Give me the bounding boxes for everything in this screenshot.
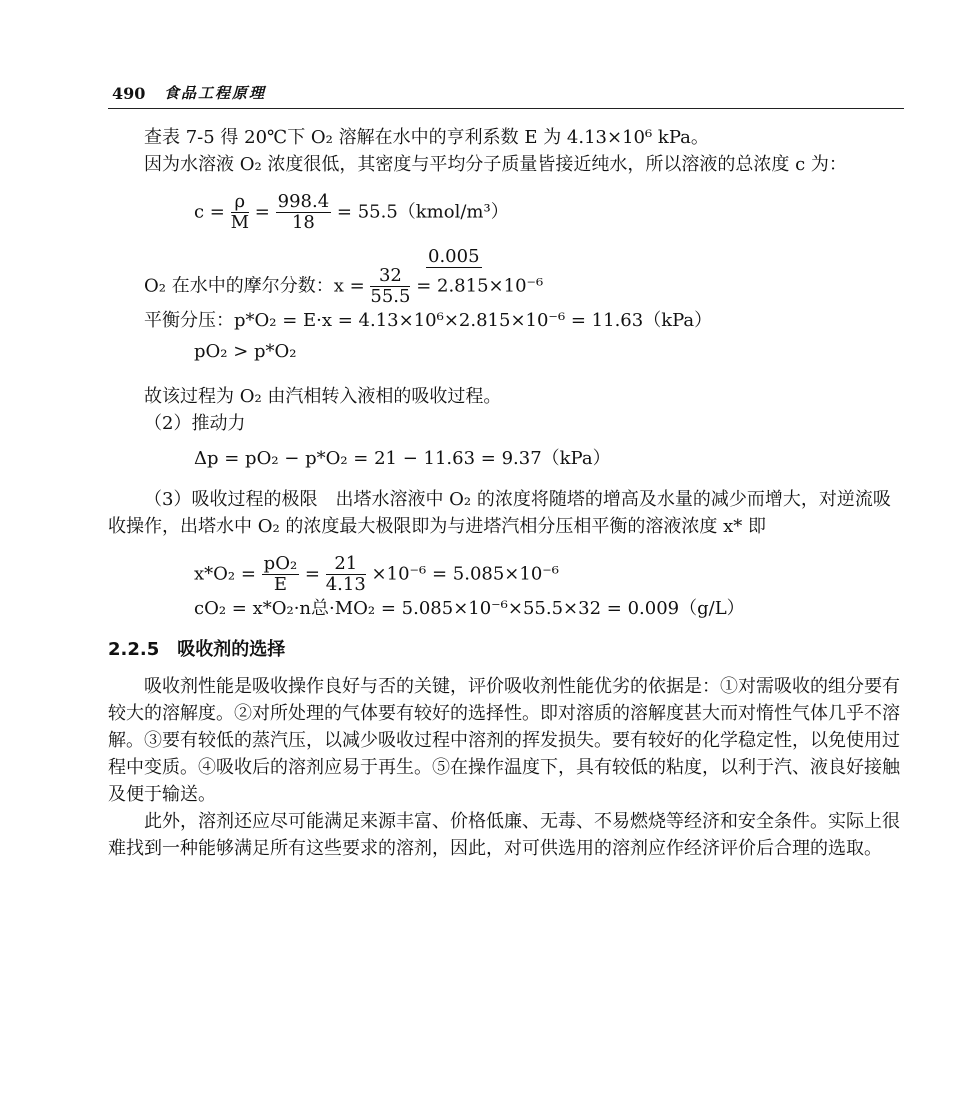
eq2-den: 55.5 <box>370 286 411 308</box>
text-economic-conditions: 此外，溶剂还应尽可能满足来源丰富、价格低廉、无毒、不易燃烧等经济和安全条件。实际上很难找到一种能够满足所有这些要求的溶剂，因此，对可供选用的溶剂应作经济评价后合理的选取。 <box>108 810 900 859</box>
eq6-f2-den: 4.13 <box>325 573 366 595</box>
eq1-f2-num: 998.4 <box>277 191 330 212</box>
page-number: 490 <box>112 84 146 103</box>
eq2-rhs: = 2.815×10⁻⁶ <box>416 275 544 297</box>
eq2-top: 0.005 <box>428 245 480 267</box>
eq1-rhs: = 55.5（kmol/m³） <box>336 201 509 223</box>
equation-mass-concentration: cO₂ = x*O₂·n总·MO₂ = 5.085×10⁻⁶×55.5×32 = 0.009（g/L） <box>194 597 745 619</box>
eq1-mid: = <box>254 201 270 223</box>
equation-driving-force: Δp = pO₂ − p*O₂ = 21 − 11.63 = 9.37（kPa） <box>194 447 611 469</box>
text-absorbent-criteria: 吸收剂性能是吸收操作良好与否的关键，评价吸收剂性能优劣的依据是：①对需吸收的组分要有较大的溶解度。②对所处理的气体要有较好的选择性。即对溶质的溶解度甚大而对惰性气体几乎不溶解。③要有较低的蒸汽压，以减少吸收过程中溶剂的挥发损失。要有较好的化学稳定性，以免使用过程中变质。④吸收后的溶剂应易于再生。⑤在操作温度下，具有较低的粘度，以利于汽、液良好接触及便于输送。 <box>108 675 900 805</box>
equation-equilibrium-pressure: 平衡分压：p*O₂ = E·x = 4.13×10⁶×2.815×10⁻⁶ = 11.63（kPa） <box>144 309 713 331</box>
page-body <box>108 124 904 862</box>
equation-pressure-comparison: pO₂ > p*O₂ <box>194 340 297 362</box>
eq1-fraction-values <box>276 192 332 233</box>
section-heading: 2.2.5 吸收剂的选择 <box>108 638 286 660</box>
equation-max-concentration <box>108 554 904 595</box>
eq6-lhs: x*O₂ = <box>194 563 256 585</box>
equation-mole-fraction <box>108 266 904 307</box>
eq1-lhs: c = <box>194 201 225 223</box>
eq6-f2-num: 21 <box>326 554 366 575</box>
eq6-fraction-values <box>326 554 366 595</box>
eq6-f1-num: pO₂ <box>263 552 298 574</box>
eq1-f1-den: M <box>230 211 250 233</box>
text-absorption-conclusion: 故该过程为 O₂ 由汽相转入液相的吸收过程。 <box>144 385 502 407</box>
eq1-f1-num: ρ <box>231 192 249 213</box>
text-absorption-limit: （3）吸收过程的极限 出塔水溶液中 O₂ 的浓度将随塔的增高及水量的减少而增大，对逆流吸收操作，出塔水中 O₂ 的浓度最大极限即为与进塔汽相分压相平衡的溶液浓度 x* 即 <box>108 488 891 537</box>
text-total-concentration: 因为水溶液 O₂ 浓度很低，其密度与平均分子质量皆接近纯水，所以溶液的总浓度 c 为： <box>144 154 847 175</box>
text-driving-force-heading: （2）推动力 <box>144 412 246 434</box>
eq6-mid: = <box>304 563 320 585</box>
eq1-fraction-rho-m <box>231 192 249 233</box>
book-title: 食品工程原理 <box>164 84 267 102</box>
eq6-fraction-p-e <box>262 554 300 595</box>
text-henry-constant: 查表 7-5 得 20℃下 O₂ 溶解在水中的亨利系数 E 为 4.13×10⁶ kPa。 <box>144 127 709 148</box>
eq2-num: 32 <box>370 266 410 287</box>
equation-concentration <box>108 192 904 233</box>
page-header <box>108 82 904 109</box>
eq6-rhs: ×10⁻⁶ = 5.085×10⁻⁶ <box>371 563 560 585</box>
eq6-f1-den: E <box>273 573 287 595</box>
equation-mole-fraction-top <box>108 247 904 267</box>
eq1-f2-den: 18 <box>291 211 315 233</box>
eq2-fraction <box>370 266 410 307</box>
eq2-prefix: O₂ 在水中的摩尔分数：x = <box>144 275 365 297</box>
